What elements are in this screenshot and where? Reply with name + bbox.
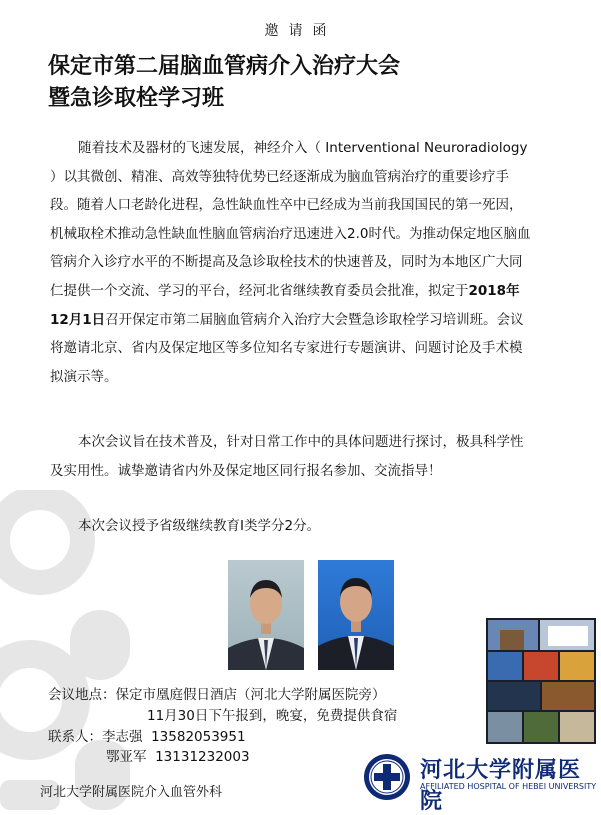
contact-line-2 — [106, 749, 250, 766]
hospital-name-english: AFFILIATED HOSPITAL OF HEBEI UNIVERSITY — [420, 782, 597, 791]
schedule-line: 11月30日下午报到，晚宴，免费提供食宿 — [147, 708, 398, 724]
invitation-heading: 邀请函 — [264, 23, 337, 39]
hospital-logo-block — [360, 752, 600, 814]
portrait-photo-1 — [228, 560, 304, 670]
city-photo-collage — [486, 618, 596, 744]
paragraph-3-text: 本次会议授予省级继续教育Ⅰ类学分2分。 — [78, 518, 321, 534]
paragraph-1-text-b: 召开保定市第二届脑血管病介入治疗大会暨急诊取栓学习培训班。会议将邀请北京、省内及保定地区等多位知名专家进行专题演讲、问题讨论及手术模拟演示等。 — [50, 311, 524, 385]
contact-1-phone: 13582053951 — [151, 729, 246, 745]
contact-2-name: 鄂亚军 — [106, 749, 147, 765]
venue-line — [48, 687, 386, 704]
venue-value: 保定市凰庭假日酒店（河北大学附属医院旁） — [115, 687, 386, 703]
body-paragraph-3 — [50, 512, 532, 541]
venue-label: 会议地点： — [48, 687, 116, 703]
body-paragraph-1 — [50, 134, 532, 391]
hospital-name-chinese: 河北大学附属医院 — [420, 757, 582, 814]
event-date: 2018年12月1日 — [50, 282, 520, 328]
portrait-photo-2 — [318, 560, 394, 670]
contact-label: 联系人： — [48, 729, 102, 745]
hospital-emblem-icon — [362, 752, 412, 802]
contact-1-name: 李志强 — [102, 729, 143, 745]
contact-line-1 — [48, 729, 246, 746]
event-title-line-1: 保定市第二届脑血管病介入治疗大会 — [48, 54, 401, 79]
department-footer: 河北大学附属医院介入血管外科 — [40, 785, 223, 800]
paragraph-2-text: 本次会议旨在技术普及，针对日常工作中的具体问题进行探讨，极具科学性及实用性。诚挚邀请省内外及保定地区同行报名参加、交流指导！ — [50, 434, 524, 479]
paragraph-1-text-a: 随着技术及器材的飞速发展，神经介入（ Interventional Neuroradiology ）以其微创、精准、高效等独特优势已经逐渐成为脑血管病治疗的重要诊疗手段。随着人口老龄化进程，急性缺血性卒中已经成为当前我国国民的第一死因，机械取栓术推动急性缺血性脑血管病治疗迅速进入2.0时代。为推动保定地区脑血管病介入诊疗水平的不断提高及急诊取栓技术的快速普及，同时为本地区广大同仁提供一个交流、学习的平台，经河北省继续教育委员会批准，拟定于 — [50, 140, 531, 299]
event-title-line-2: 暨急诊取栓学习班 — [48, 86, 225, 111]
contact-2-phone: 13131232003 — [155, 749, 250, 765]
body-paragraph-2 — [50, 428, 532, 485]
